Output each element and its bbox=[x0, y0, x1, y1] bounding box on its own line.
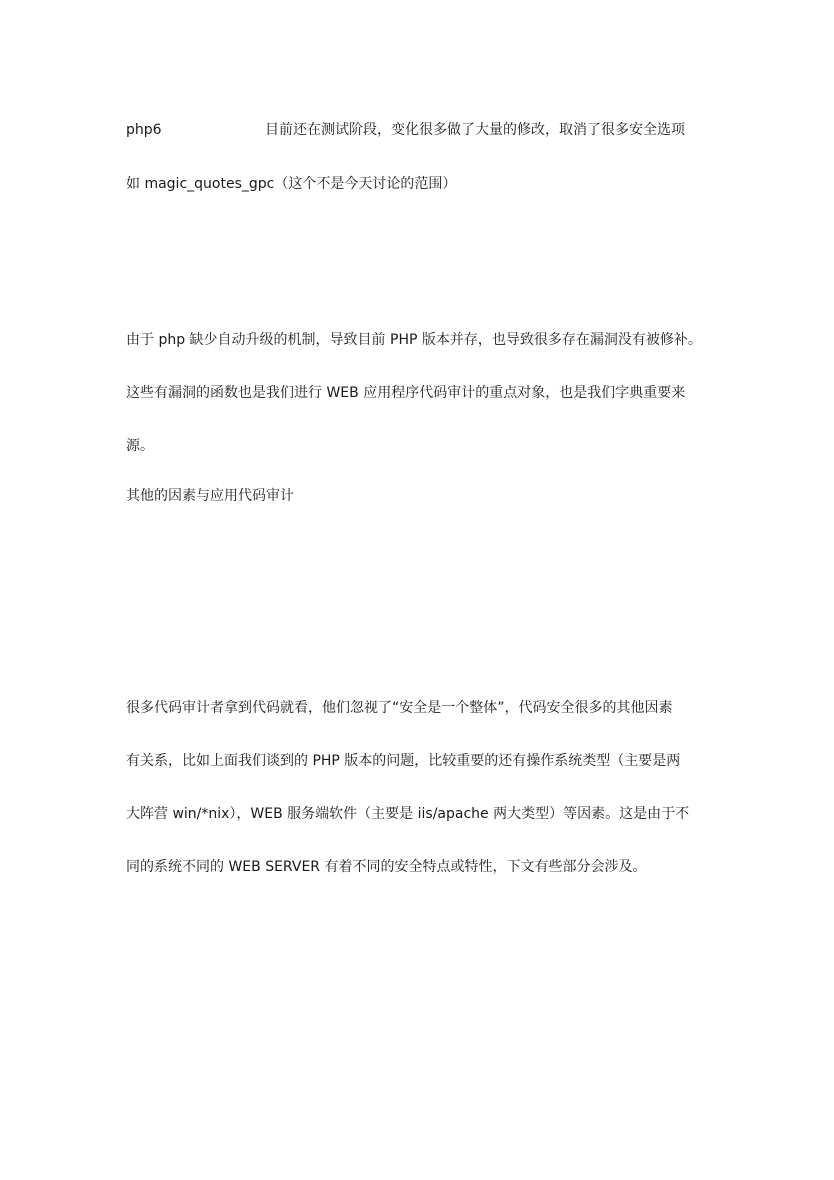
paragraph-line: 很多代码审计者拿到代码就看，他们忽视了“安全是一个整体”，代码安全很多的其他因素 bbox=[126, 700, 673, 716]
php6-label: php6 bbox=[126, 122, 162, 138]
php6-continuation: 如 magic_quotes_gpc（这个不是今天讨论的范围） bbox=[126, 176, 457, 192]
paragraph-line: 源。 bbox=[126, 438, 154, 454]
paragraph-line: 由于 php 缺少自动升级的机制，导致目前 PHP 版本并存，也导致很多存在漏洞没有被修补。 bbox=[126, 332, 702, 348]
section-heading: 其他的因素与应用代码审计 bbox=[126, 488, 294, 504]
php6-description: 目前还在测试阶段，变化很多做了大量的修改，取消了很多安全选项 bbox=[265, 122, 685, 138]
paragraph-line: 同的系统不同的 WEB SERVER 有着不同的安全特点或特性，下文有些部分会涉及。 bbox=[126, 859, 647, 875]
paragraph-line: 这些有漏洞的函数也是我们进行 WEB 应用程序代码审计的重点对象，也是我们字典重要来 bbox=[126, 385, 686, 401]
paragraph-line: 有关系，比如上面我们谈到的 PHP 版本的问题，比较重要的还有操作系统类型（主要是两 bbox=[126, 753, 681, 769]
paragraph-line: 大阵营 win/*nix），WEB 服务端软件（主要是 iis/apache 两大类型）等因素。这是由于不 bbox=[126, 806, 690, 822]
